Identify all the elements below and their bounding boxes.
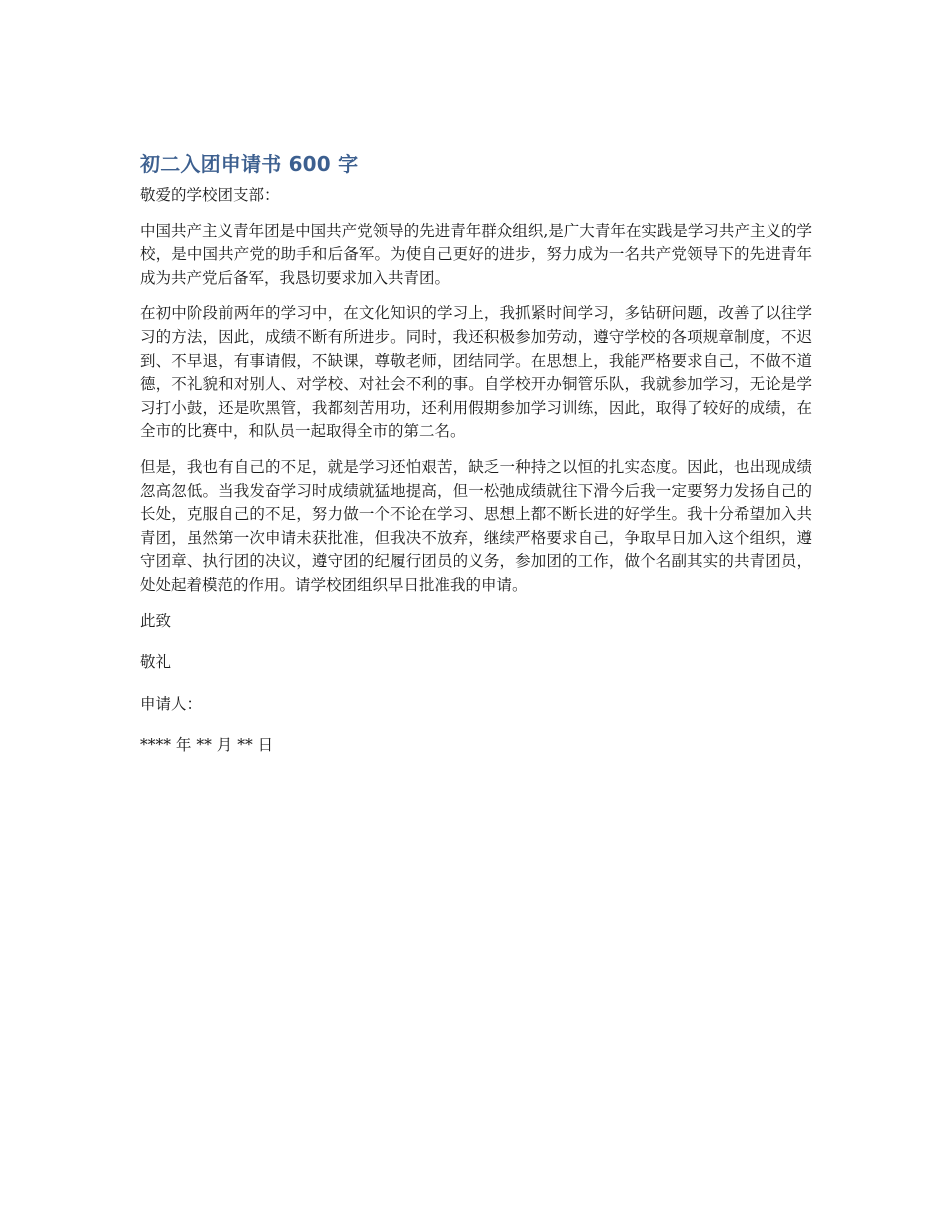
document-page [140,150,812,776]
closing-salute: 敬礼 [140,653,172,672]
paragraph-1: 中国共产主义青年团是中国共产党领导的先进青年群众组织,是广大青年在实践是学习共产主义的学校，是中国共产党的助手和后备军。为使自己更好的进步，努力成为一名共产党领导下的先进青年成为共产党后备军，我恳切要求加入共青团。 [140,221,812,287]
paragraph-2: 在初中阶段前两年的学习中，在文化知识的学习上，我抓紧时间学习，多钻研问题，改善了以往学习的方法，因此，成绩不断有所进步。同时，我还积极参加劳动，遵守学校的各项规章制度，不迟到、不早退，有事请假，不缺课，尊敬老师，团结同学。在思想上，我能严格要求自己，不做不道德，不礼貌和对别人、对学校、对社会不利的事。自学校开办铜管乐队，我就参加学习，无论是学习打小鼓，还是吹黑管，我都刻苦用功，还利用假期参加学习训练，因此，取得了较好的成绩，在全市的比赛中，和队员一起取得全市的第二名。 [140,304,812,441]
date-line: **** 年 ** 月 ** 日 [140,736,274,755]
paragraph-3: 但是，我也有自己的不足，就是学习还怕艰苦，缺乏一种持之以恒的扎实态度。因此，也出现成绩忽高忽低。当我发奋学习时成绩就猛地提高，但一松弛成绩就往下滑今后我一定要努力发扬自己的长处，克服自己的不足，努力做一个不论在学习、思想上都不断长进的好学生。我十分希望加入共青团，虽然第一次申请未获批准，但我决不放弃，继续严格要求自己，争取早日加入这个组织，遵守团章、执行团的决议，遵守团的纪履行团员的义务，参加团的工作，做个名副其实的共青团员，处处起着模范的作用。请学校团组织早日批准我的申请。 [140,457,812,594]
closing-greeting: 此致 [140,611,172,630]
salutation: 敬爱的学校团支部： [140,186,280,204]
document-title: 初二入团申请书 600 字 [140,152,359,176]
applicant-label: 申请人： [140,694,203,713]
